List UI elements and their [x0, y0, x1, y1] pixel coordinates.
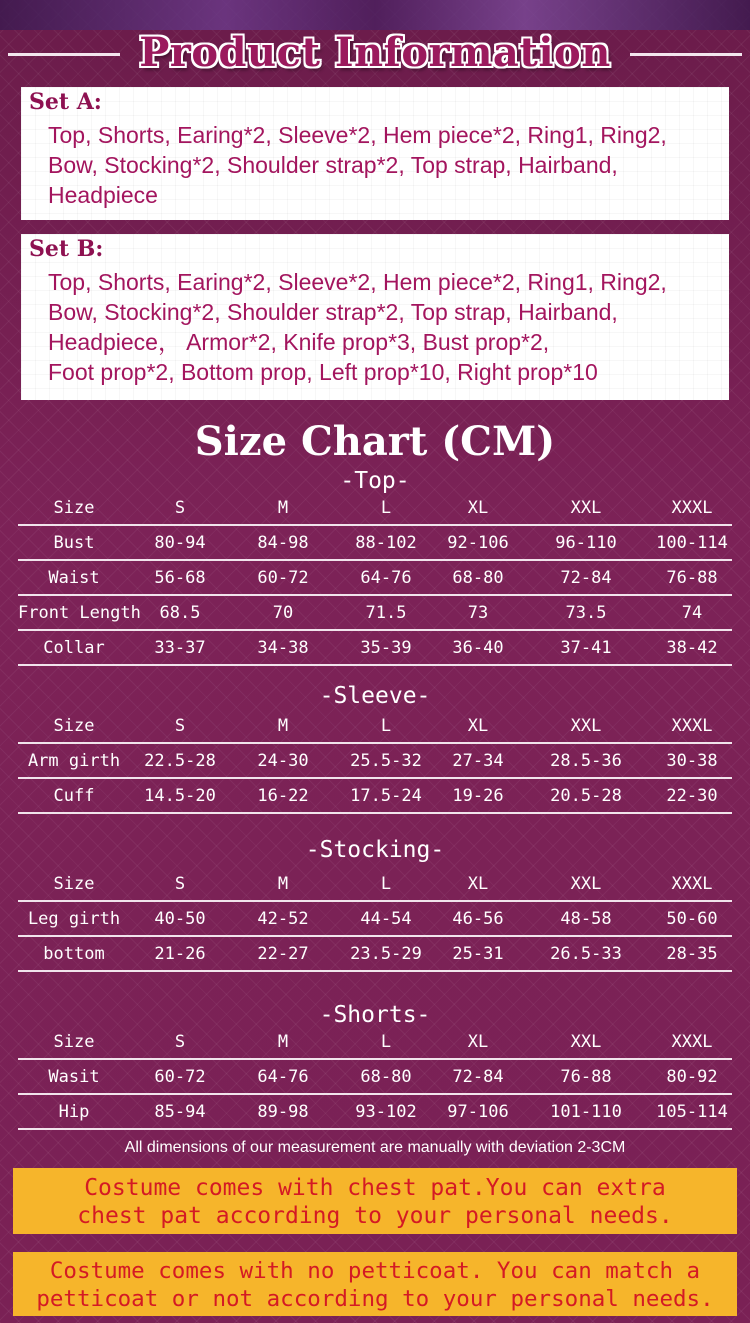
table-cell: XXXL — [652, 868, 732, 901]
table-cell: XXL — [520, 868, 652, 901]
table-row — [18, 630, 732, 665]
header-divider-right — [630, 53, 742, 56]
table-cell: L — [336, 868, 436, 901]
table-cell: 74 — [652, 595, 732, 630]
header-divider-left — [8, 53, 120, 56]
row-label-cell: Waist — [18, 560, 130, 595]
table-header-row — [18, 710, 732, 743]
table-cell: 22-27 — [230, 936, 336, 971]
table-cell: 68-80 — [436, 560, 520, 595]
table-cell: S — [130, 1026, 230, 1059]
table-cell: 97-106 — [436, 1094, 520, 1129]
table-cell: 28-35 — [652, 936, 732, 971]
table-cell: 23.5-29 — [336, 936, 436, 971]
table-cell: 73 — [436, 595, 520, 630]
table-cell: 19-26 — [436, 778, 520, 813]
table-cell: 20.5-28 — [520, 778, 652, 813]
table-cell: 50-60 — [652, 901, 732, 936]
table-cell: 64-76 — [230, 1059, 336, 1094]
page-title: Product Information — [139, 29, 611, 76]
size-table-stocking — [18, 868, 732, 972]
table-cell: 76-88 — [520, 1059, 652, 1094]
size-table-sleeve — [18, 710, 732, 814]
table-header-row — [18, 492, 732, 525]
table-cell: 24-30 — [230, 743, 336, 778]
table-cell: 73.5 — [520, 595, 652, 630]
row-label-cell: Collar — [18, 630, 130, 665]
table-cell: 38-42 — [652, 630, 732, 665]
table-cell: 48-58 — [520, 901, 652, 936]
row-label-cell: Front Length — [18, 595, 130, 630]
table-row — [18, 778, 732, 813]
table-cell: 60-72 — [230, 560, 336, 595]
table-cell: 37-41 — [520, 630, 652, 665]
table-cell: M — [230, 492, 336, 525]
table-cell: 96-110 — [520, 525, 652, 560]
set-b-items: Top, Shorts, Earing*2, Sleeve*2, Hem piece*2, Ring1, Ring2, Bow, Stocking*2, Shoulder strap*2, Top strap, Hairband, Headpiece， Armor*2, Knife prop*3, Bust prop*2, Foot prop*2, Bottom prop, Left prop*10, Right prop*10 — [48, 269, 667, 385]
table-cell: 22.5-28 — [130, 743, 230, 778]
table-cell: XXXL — [652, 1026, 732, 1059]
table-cell: M — [230, 868, 336, 901]
table-cell: 93-102 — [336, 1094, 436, 1129]
table-cell: XXXL — [652, 710, 732, 743]
row-label-cell: Arm girth — [18, 743, 130, 778]
table-row — [18, 743, 732, 778]
row-label-cell: Leg girth — [18, 901, 130, 936]
table-cell: XXXL — [652, 492, 732, 525]
row-label-cell: bottom — [18, 936, 130, 971]
table-cell: 46-56 — [436, 901, 520, 936]
table-row — [18, 901, 732, 936]
table-cell: 14.5-20 — [130, 778, 230, 813]
row-label-cell: Bust — [18, 525, 130, 560]
table-row — [18, 1094, 732, 1129]
table-cell: 36-40 — [436, 630, 520, 665]
table-cell: S — [130, 868, 230, 901]
table-row — [18, 525, 732, 560]
table-cell: M — [230, 710, 336, 743]
chest-pat-notice: Costume comes with chest pat.You can extra chest pat according to your personal needs. — [13, 1168, 737, 1234]
section-title-top: -Top- — [340, 468, 410, 494]
table-cell: 70 — [230, 595, 336, 630]
table-cell: 64-76 — [336, 560, 436, 595]
table-cell: 16-22 — [230, 778, 336, 813]
table-cell: 26.5-33 — [520, 936, 652, 971]
measurement-note: All dimensions of our measurement are manually with deviation 2-3CM — [124, 1139, 626, 1156]
table-cell: 89-98 — [230, 1094, 336, 1129]
table-cell: 80-94 — [130, 525, 230, 560]
row-label-cell: Size — [18, 868, 130, 901]
table-cell: 56-68 — [130, 560, 230, 595]
table-cell: S — [130, 710, 230, 743]
row-label-cell: Size — [18, 710, 130, 743]
table-row — [18, 595, 732, 630]
table-row — [18, 1059, 732, 1094]
table-cell: 33-37 — [130, 630, 230, 665]
table-cell: XXL — [520, 492, 652, 525]
set-a-title: Set A: — [29, 89, 102, 115]
table-cell: XL — [436, 1026, 520, 1059]
table-cell: 27-34 — [436, 743, 520, 778]
row-label-cell: Size — [18, 492, 130, 525]
table-cell: 25.5-32 — [336, 743, 436, 778]
table-cell: 85-94 — [130, 1094, 230, 1129]
table-cell: L — [336, 1026, 436, 1059]
section-title-shorts: -Shorts- — [319, 1002, 431, 1028]
row-label-cell: Wasit — [18, 1059, 130, 1094]
size-table-shorts — [18, 1026, 732, 1130]
table-cell: 68-80 — [336, 1059, 436, 1094]
table-cell: 40-50 — [130, 901, 230, 936]
set-b-title: Set B: — [29, 236, 104, 262]
table-cell: 72-84 — [436, 1059, 520, 1094]
table-cell: XL — [436, 492, 520, 525]
table-cell: 101-110 — [520, 1094, 652, 1129]
table-cell: 105-114 — [652, 1094, 732, 1129]
table-cell: 17.5-24 — [336, 778, 436, 813]
table-cell: 35-39 — [336, 630, 436, 665]
table-cell: 30-38 — [652, 743, 732, 778]
table-header-row — [18, 868, 732, 901]
table-cell: M — [230, 1026, 336, 1059]
table-cell: XXL — [520, 1026, 652, 1059]
set-a-items: Top, Shorts, Earing*2, Sleeve*2, Hem piece*2, Ring1, Ring2, Bow, Stocking*2, Shoulder strap*2, Top strap, Hairband, Headpiece — [48, 122, 667, 208]
table-cell: 34-38 — [230, 630, 336, 665]
top-banner-image-strip — [0, 0, 750, 30]
table-cell: XL — [436, 710, 520, 743]
table-cell: 92-106 — [436, 525, 520, 560]
section-title-stocking: -Stocking- — [305, 837, 445, 863]
set-b-box — [21, 234, 729, 400]
table-cell: 44-54 — [336, 901, 436, 936]
table-cell: L — [336, 710, 436, 743]
table-cell: 72-84 — [520, 560, 652, 595]
table-cell: 84-98 — [230, 525, 336, 560]
table-cell: 68.5 — [130, 595, 230, 630]
table-cell: 28.5-36 — [520, 743, 652, 778]
table-cell: 80-92 — [652, 1059, 732, 1094]
set-a-box — [21, 87, 729, 220]
table-cell: 71.5 — [336, 595, 436, 630]
petticoat-notice: Costume comes with no petticoat. You can match a petticoat or not according to your personal needs. — [13, 1252, 737, 1316]
table-row — [18, 560, 732, 595]
table-row — [18, 936, 732, 971]
table-cell: 22-30 — [652, 778, 732, 813]
table-cell: L — [336, 492, 436, 525]
table-cell: 21-26 — [130, 936, 230, 971]
table-cell: XXL — [520, 710, 652, 743]
table-cell: S — [130, 492, 230, 525]
product-info-header — [0, 28, 750, 78]
table-header-row — [18, 1026, 732, 1059]
table-cell: XL — [436, 868, 520, 901]
row-label-cell: Size — [18, 1026, 130, 1059]
table-cell: 60-72 — [130, 1059, 230, 1094]
table-cell: 76-88 — [652, 560, 732, 595]
table-cell: 42-52 — [230, 901, 336, 936]
size-table-top — [18, 492, 732, 666]
row-label-cell: Cuff — [18, 778, 130, 813]
row-label-cell: Hip — [18, 1094, 130, 1129]
table-cell: 88-102 — [336, 525, 436, 560]
size-chart-title: Size Chart (CM) — [194, 418, 556, 465]
table-cell: 25-31 — [436, 936, 520, 971]
section-title-sleeve: -Sleeve- — [319, 683, 431, 709]
table-cell: 100-114 — [652, 525, 732, 560]
